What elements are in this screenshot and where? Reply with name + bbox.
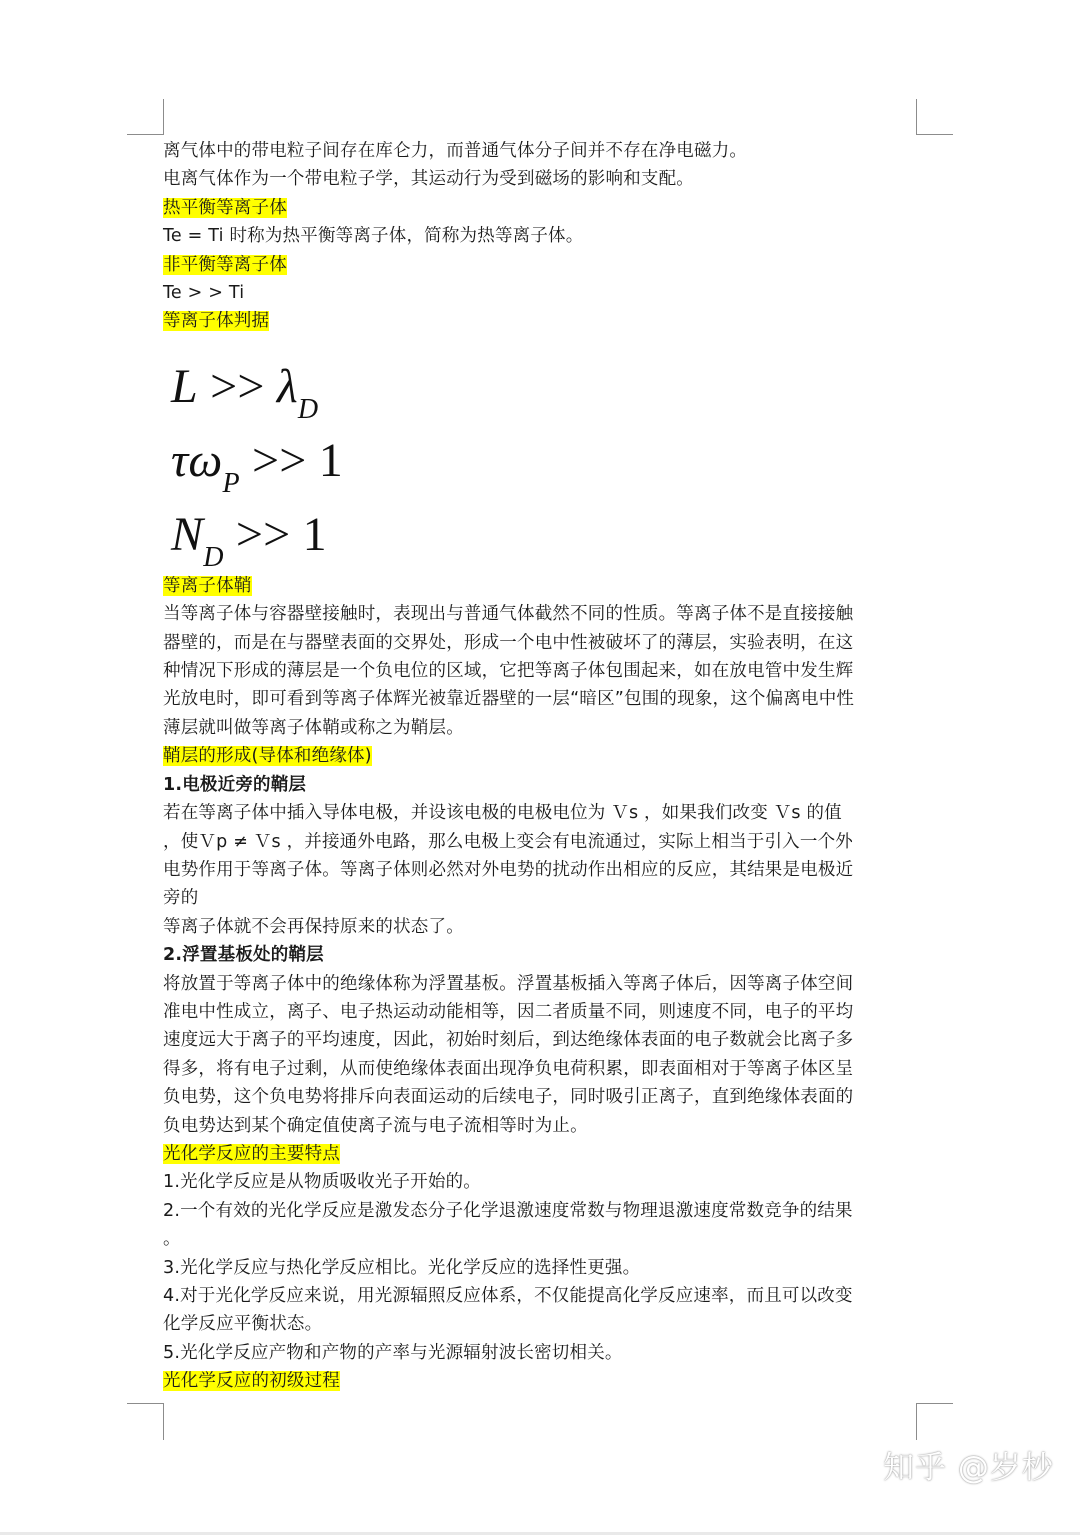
- body-line: 器壁的，而是在与器壁表面的交界处，形成一个电中性被破坏了的薄层，实验表明，在这: [163, 632, 854, 653]
- body-line: 当等离子体与容器壁接触时，表现出与普通气体截然不同的性质。等离子体不是直接接触: [163, 604, 854, 625]
- margin-mark-top-right: [916, 99, 953, 135]
- body-line: 准电中性成立，离子、电子热运动动能相等，因二者质量不同，则速度不同，电子的平均: [163, 1001, 854, 1022]
- list-item: 化学反应平衡状态。: [163, 1314, 323, 1335]
- margin-mark-bottom-left: [127, 1403, 164, 1440]
- document-body: [163, 137, 923, 1396]
- list-item: 3.光化学反应与热化学反应相比。光化学反应的选择性更强。: [163, 1257, 641, 1278]
- body-line: 负电势，这个负电势将排斥向表面运动的后续电子，同时吸引正离子，直到绝缘体表面的: [163, 1087, 854, 1108]
- heading-photochemistry-features: 光化学反应的主要特点: [163, 1143, 340, 1164]
- body-line: 将放置于等离子体中的绝缘体称为浮置基板。浮置基板插入等离子体后，因等离子体空间: [163, 973, 854, 994]
- body-line: 种情况下形成的薄层是一个负电位的区域，它把等离子体包围起来，如在放电管中发生辉: [163, 661, 854, 682]
- margin-mark-bottom-right: [916, 1403, 953, 1440]
- body-line: 速度远大于离子的平均速度，因此，初始时刻后，到达绝缘体表面的电子数就会比离子多: [163, 1030, 854, 1051]
- zhihu-watermark: 知乎 @岁杪: [883, 1450, 1054, 1486]
- list-item: 4.对于光化学反应来说，用光源辐照反应体系，不仅能提高化学反应速率，而且可以改变: [163, 1286, 853, 1306]
- heading-nonthermal-plasma: 非平衡等离子体: [163, 254, 287, 275]
- list-item: 。: [163, 1229, 181, 1250]
- body-line: 电离气体作为一个带电粒子学，其运动行为受到磁场的影响和支配。: [163, 169, 694, 190]
- body-line: Te > > Ti: [163, 283, 245, 304]
- list-item: 2.一个有效的光化学反应是激发态分子化学退激速度常数与物理退激速度常数竞争的结果: [163, 1200, 853, 1221]
- heading-thermal-plasma: 热平衡等离子体: [163, 197, 287, 218]
- body-line: Te = Ti 时称为热平衡等离子体，简称为热等离子体。: [163, 226, 584, 247]
- formula-debye-length: $L >> \lambda_D$: [171, 359, 319, 425]
- list-item: 1.光化学反应是从物质吸收光子开始的。: [163, 1172, 481, 1193]
- body-line: 离气体中的带电粒子间存在库仑力，而普通气体分子间并不存在净电磁力。: [163, 141, 748, 161]
- body-line: 电势作用于等离子体。等离子体则必然对外电势的扰动作出相应的反应，其结果是电极近: [163, 859, 854, 880]
- subheading-electrode-sheath: 1.电极近旁的鞘层: [163, 774, 307, 795]
- formula-plasma-frequency: $\tau\omega_P >> 1$: [171, 433, 343, 499]
- body-line: 薄层就叫做等离子体鞘或称之为鞘层。: [163, 717, 464, 738]
- subheading-floating-substrate-sheath: 2.浮置基板处的鞘层: [163, 945, 324, 966]
- list-item: 5.光化学反应产物和产物的产率与光源辐射波长密切相关。: [163, 1342, 623, 1363]
- body-line: 若在等离子体中插入导体电极，并设该电极的电极电位为 Ｖs ，如果我们改变 Ｖs 的值: [163, 803, 842, 824]
- body-line: ，使Ｖp ≠ Ｖs ，并接通外电路，那么电极上变会有电流通过，实际上相当于引入一个外: [163, 831, 853, 852]
- heading-plasma-sheath: 等离子体鞘: [163, 575, 252, 596]
- body-line: 等离子体就不会再保持原来的状态了。: [163, 916, 464, 937]
- heading-sheath-formation: 鞘层的形成(导体和绝缘体): [163, 746, 372, 767]
- margin-mark-top-left: [127, 99, 164, 135]
- body-line: 旁的: [163, 888, 199, 909]
- body-line: 光放电时，即可看到等离子体辉光被靠近器壁的一层“暗区”包围的现象，这个偏离电中性: [163, 689, 855, 710]
- heading-plasma-criteria: 等离子体判据: [163, 311, 270, 332]
- formula-debye-number: $N_D >> 1$: [171, 507, 327, 573]
- heading-primary-process: 光化学反应的初级过程: [163, 1371, 340, 1392]
- body-line: 得多，将有电子过剩，从而使绝缘体表面出现净负电荷积累，即表面相对于等离子体区呈: [163, 1058, 854, 1079]
- body-line: 负电势达到某个确定值使离子流与电子流相等时为止。: [163, 1115, 588, 1136]
